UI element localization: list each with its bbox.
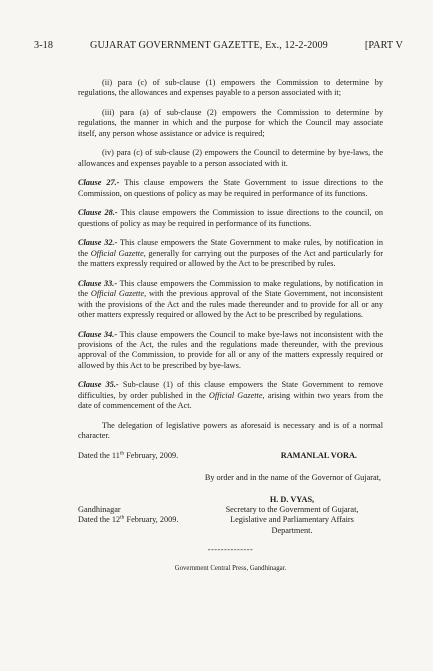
page-header: [34, 40, 403, 51]
date2-sup: th: [120, 514, 125, 521]
signatory-name: RAMANLAL VORA.: [280, 450, 357, 460]
clause-34-text: This clause empowers the Council to make bye-laws not inconsistent with the provisions of the Act, the rules and the regulations made thereunder, with the previous approval of the Commission, to provide for all or any of the matters expressly required or allowed by this Act to be prescribed by bye-laws.: [78, 329, 383, 370]
dated-line: [78, 451, 178, 461]
date2-pre: Dated the 12: [78, 515, 121, 525]
separator-dashes: --------------: [207, 545, 254, 555]
clause-27-text: This clause empowers the State Government to issue directions to the Commission, on questions of policy as may be required in performance of its functions.: [78, 178, 383, 198]
clause-28-text: This clause empowers the Commission to issue directions to the council, on questions of policy as may be required in performance of its functions.: [78, 208, 383, 228]
delegation-statement: The delegation of legislative powers as aforesaid is necessary and is of a normal character.: [78, 420, 383, 441]
clause-34: [78, 330, 383, 372]
clause-35-text-b: , arising within two years from the date of commencement of the Act.: [78, 390, 383, 411]
clause-33-text-b: , with the previous approval of the State Government, not inconsistent with the provisions of the Act and the rules made thereunder and to provide for all or any other matters expressly required or allowed by the Act to be prescribed by regulations.: [78, 289, 383, 320]
clause-35-title: Clause 35.-: [78, 380, 119, 390]
clause-32-title: Clause 32.-: [78, 238, 118, 248]
clause-32-text-a: This clause empowers the State Government to make rules, by notification in the: [78, 238, 383, 258]
secretary-line-2: Legislative and Parliamentary Affairs: [230, 515, 354, 525]
clause-33: [78, 279, 383, 321]
body-text: [78, 78, 383, 574]
part-label: [PART V: [364, 40, 403, 51]
clause-27: [78, 178, 383, 199]
date-line-2: [78, 515, 178, 525]
secretary-line-3: Department.: [271, 525, 313, 535]
by-order-line: By order and in the name of the Governor of Gujarat,: [204, 473, 381, 483]
secretary-name: H. D. VYAS,: [269, 494, 315, 504]
clause-35: [78, 380, 383, 411]
clause-33-gazette: Official Gazette: [90, 289, 145, 299]
clause-32-gazette: Official Gazette: [90, 248, 144, 258]
place-date: [78, 495, 178, 537]
clause-28: [78, 208, 383, 229]
press-footer: Government Central Press, Gandhinagar.: [174, 564, 287, 572]
clause-35-text-a: Sub-clause (1) of this clause empowers the State Government to remove difficulties, by order published in the: [78, 380, 383, 400]
clause-33-text-a: This clause empowers the Commission to make regulations, by notification in the: [78, 278, 383, 299]
clause-27-title: Clause 27.-: [78, 178, 120, 188]
place: Gandhinagar: [78, 504, 121, 514]
dated-pre: Dated the 11: [78, 450, 120, 460]
dated-sup: th: [119, 450, 125, 457]
clause-35-gazette: Official Gazette: [208, 390, 263, 400]
date2-post: February, 2009.: [124, 515, 179, 525]
page-number: 3-18: [34, 40, 54, 51]
clause-32-text-b: , generally for carrying out the purposes of the Act and particularly for the matters expressly required or allowed by the Act to be prescribed by rules.: [78, 248, 383, 269]
para-ii: (ii) para (c) of sub-clause (1) empowers the Commission to determine by regulations, the allowances and expenses payable to a person associated with it;: [78, 78, 383, 98]
gazette-title: GUJARAT GOVERNMENT GAZETTE, Ex., 12-2-2009: [90, 40, 328, 51]
clause-28-title: Clause 28.-: [78, 208, 118, 218]
para-iv: (iv) para (c) of sub-clause (2) empowers the Council to determine by bye-laws, the allowances and expenses payable to a person associated with it.: [78, 148, 383, 168]
secretary-line-1: Secretary to the Government of Gujarat,: [225, 505, 359, 515]
dated-post: February, 2009.: [124, 450, 179, 460]
para-iii: (iii) para (a) of sub-clause (2) empowers the Commission to determine by regulations, the manner in which and the purpose for which the Council may associate itself, any person whose assistance or advice is required;: [78, 108, 383, 138]
clause-34-title: Clause 34.-: [78, 329, 118, 339]
signature-block: [78, 495, 383, 537]
secretary-block: [201, 495, 383, 537]
dated-row: [78, 451, 383, 461]
clause-33-title: Clause 33.-: [78, 278, 118, 288]
clause-32: [78, 238, 383, 269]
